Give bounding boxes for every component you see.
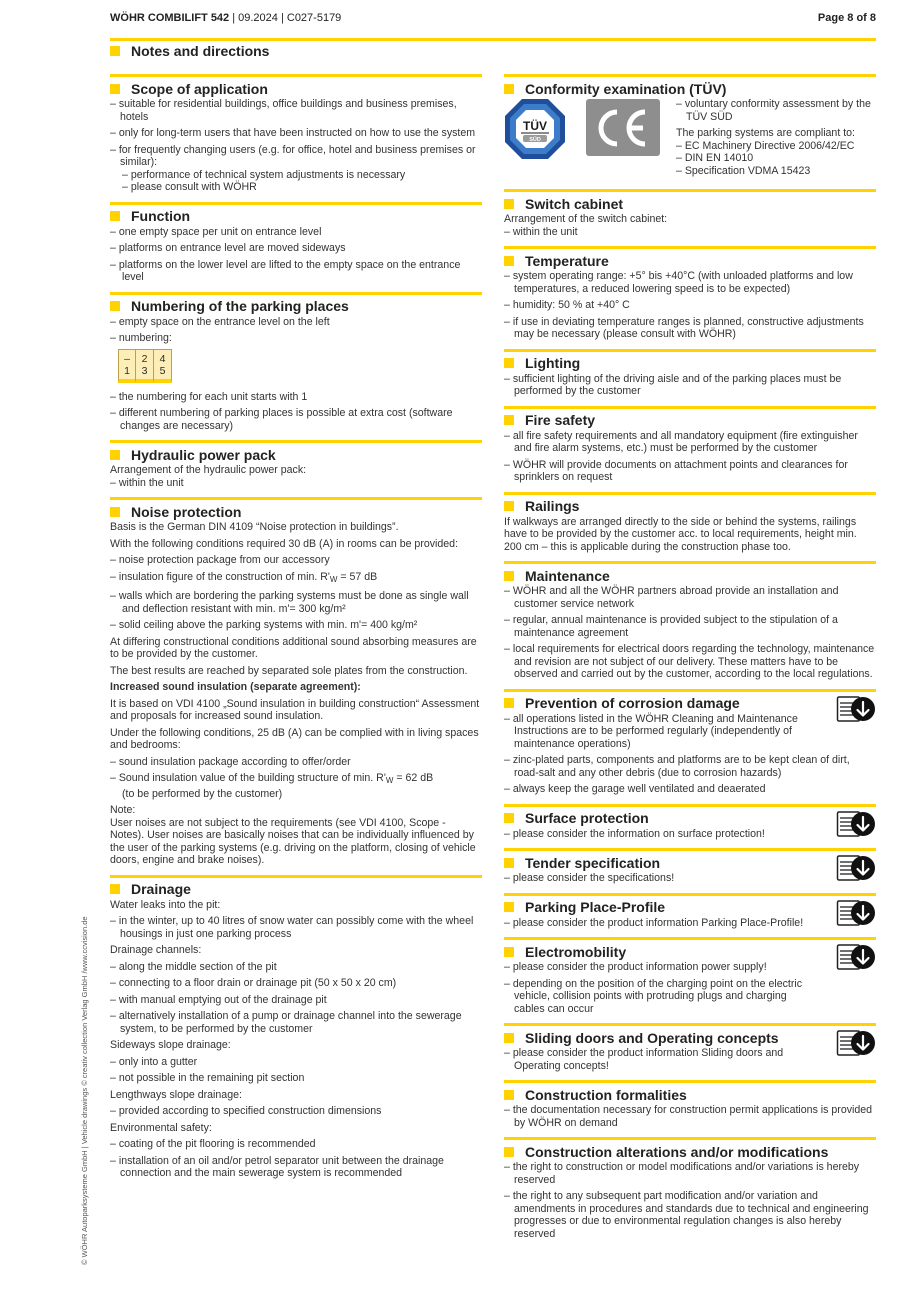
yellow-square-icon [504, 199, 514, 209]
note-label: Note: [110, 804, 136, 816]
list-item: – installation of an oil and/or petrol separator unit between the drainage connection and the main sewerage system is recommended [110, 1154, 444, 1179]
list-item: – regular, annual maintenance is provided subject to the stipulation of a maintenance agreement [504, 614, 838, 639]
right-column [504, 74, 876, 1248]
document-download-icon[interactable] [836, 695, 876, 725]
list-item: – the numbering for each unit starts with 1 [110, 390, 308, 403]
yellow-square-icon [110, 46, 120, 56]
paragraph: With the following conditions required 30 dB (A) in rooms can be provided: [110, 537, 459, 550]
paragraph: The best results are reached by separated sole plates from the construction. [110, 664, 468, 677]
paragraph: – within the unit [110, 476, 184, 489]
paragraph: Under the following conditions, 25 dB (A) can be complied with in living spaces and bedrooms: [110, 726, 479, 751]
document-download-icon[interactable] [836, 854, 876, 884]
yellow-square-icon [110, 507, 120, 517]
list-item: – sound insulation package according to offer/order [110, 755, 351, 768]
list-item: – please consider the specifications! [504, 872, 675, 884]
list-item: – walls which are bordering the parking systems must be done as single wall and deflection resistant with min. m'= 300 kg/m² [110, 590, 469, 615]
group-label: Environmental safety: [110, 1121, 212, 1134]
list-item: – Sound insulation value of the building structure of min. $R'_W = 62$ dB [110, 772, 434, 785]
list-item: – please consider the information on surface protection! [504, 827, 765, 840]
list-item: – solid ceiling above the parking systems with min. m'= 400 kg/m² [110, 619, 418, 631]
list-item: – noise protection package from our accessory [110, 554, 330, 566]
list-item: – voluntary conformity assessment by the TÜV SÜD [676, 98, 871, 123]
section-title: Railings [525, 498, 580, 514]
list-item: – only into a gutter [110, 1055, 198, 1068]
section-title: Tender specification [525, 854, 661, 871]
list-item: – not possible in the remaining pit section [110, 1072, 305, 1084]
list-item: – zinc-plated parts, components and platforms are to be kept clean of dirt, road-salt and any other debris (due to corrosion hazards) [504, 754, 850, 779]
paragraph: Arrangement of the switch cabinet: [504, 213, 668, 225]
group-label: Water leaks into the pit: [110, 898, 221, 911]
section-temperature [504, 246, 876, 341]
section-drainage [110, 875, 482, 1180]
list-item: – depending on the position of the charging point on the electric vehicle, collision points with protruding plugs and charging cables can occur [504, 977, 803, 1015]
section-title: Prevention of corrosion damage [525, 695, 740, 711]
paragraph: At differing constructional conditions additional sound absorbing measures are to be provided by the customer. [110, 635, 477, 660]
section-tender-specification [504, 848, 876, 885]
parking-unit-3: 4 5 [154, 349, 172, 383]
list-item: – system operating range: +5° bis +40°C (with unloaded platforms and low temperatures, a reduced lowering speed is to be expected) [504, 270, 853, 295]
list-item: – coating of the pit flooring is recommended [110, 1138, 316, 1150]
group-label: Lengthways slope drainage: [110, 1088, 242, 1101]
yellow-square-icon [504, 858, 514, 868]
yellow-square-icon [504, 902, 514, 912]
section-electromobility [504, 937, 876, 1015]
header-divider [110, 38, 876, 41]
yellow-square-icon [110, 301, 120, 311]
yellow-square-icon [504, 947, 514, 957]
left-column [110, 74, 482, 1188]
list-item: – provided according to specified construction dimensions [110, 1105, 382, 1117]
section-railings [504, 492, 876, 554]
list-item: – in the winter, up to 40 litres of snow water can possibly come with the wheel housings in just one parking process [110, 915, 474, 940]
tuv-sud-logo-icon [504, 98, 566, 160]
list-item: – the documentation necessary for construction permit applications is provided by WÖHR on demand [504, 1104, 873, 1129]
svg-text:SÜD: SÜD [529, 137, 541, 143]
section-hydraulic [110, 440, 482, 489]
list-item: – along the middle section of the pit [110, 960, 277, 973]
section-conformity [504, 74, 876, 181]
ce-mark-icon [593, 108, 653, 148]
list-item: – for frequently changing users (e.g. for office, hotel and business premises or similar): [110, 143, 476, 168]
document-download-icon[interactable] [836, 899, 876, 929]
paragraph: The parking systems are compliant to: [676, 127, 855, 139]
list-item: – all operations listed in the WÖHR Cleaning and Maintenance Instructions are to be performed regularly (independently of maintenance operations) [504, 712, 798, 750]
list-item: – EC Machinery Directive 2006/42/EC [676, 139, 855, 152]
page-title [110, 42, 269, 60]
list-item: – only for long-term users that have been instructed on how to use the system [110, 127, 476, 139]
section-title: Temperature [525, 252, 609, 269]
section-title: Lighting [525, 355, 581, 371]
list-item-continuation: (to be performed by the customer) [122, 787, 283, 800]
list-item: – WÖHR will provide documents on attachment points and clearances for sprinklers on request [504, 458, 848, 483]
section-sliding-doors [504, 1023, 876, 1072]
section-title: Construction formalities [525, 1086, 687, 1103]
document-download-icon[interactable] [836, 1029, 876, 1059]
list-item: – humidity: 50 % at +40° C [504, 299, 630, 311]
section-parking-place-profile [504, 893, 876, 930]
yellow-square-icon [110, 211, 120, 221]
list-subitem: – please consult with WÖHR [122, 181, 257, 193]
section-switch-cabinet [504, 189, 876, 238]
document-download-icon[interactable] [836, 810, 876, 840]
list-item: – sufficient lighting of the driving aisle and of the parking places must be performed by the customer [504, 372, 842, 397]
section-title: Surface protection [525, 810, 649, 826]
section-title: Construction alterations and/or modifications [525, 1143, 829, 1160]
document-header [110, 12, 876, 28]
section-title: Noise protection [131, 503, 242, 520]
yellow-square-icon [504, 1090, 514, 1100]
section-construction-alterations [504, 1137, 876, 1240]
document-title: WÖHR COMBILIFT 542 [110, 12, 230, 24]
page-title-text: Notes and directions [131, 43, 270, 59]
yellow-square-icon [504, 571, 514, 581]
page-number: Page 8 of 8 [817, 12, 876, 24]
section-lighting [504, 349, 876, 398]
yellow-square-icon [110, 884, 120, 894]
section-scope [110, 74, 482, 194]
parking-unit-2: 2 3 [136, 349, 154, 383]
section-construction-formalities [504, 1080, 876, 1129]
section-corrosion [504, 689, 876, 796]
list-item: – local requirements for electrical doors regarding the technology, maintenance and revision are not subject of our delivery. These matters have to be observed and carried out by the customer, according to the local regulations. [504, 643, 875, 680]
subheading: Increased sound insulation (separate agreement): [110, 681, 361, 693]
section-noise [110, 497, 482, 867]
yellow-square-icon [504, 256, 514, 266]
list-item: – with manual emptying out of the drainage pit [110, 993, 327, 1006]
section-title: Numbering of the parking places [131, 298, 349, 314]
yellow-square-icon [110, 450, 120, 460]
yellow-square-icon [504, 415, 514, 425]
list-subitem: – performance of technical system adjustments is necessary [122, 168, 406, 181]
yellow-square-icon [504, 698, 514, 708]
svg-text:TÜV: TÜV [523, 119, 547, 133]
numbering-diagram [118, 349, 482, 383]
note-text: User noises are not subject to the requirements (see VDI 4100, Scope - Notes). User noises are basically noises that can be individually influenced by the user of the parking systems (e.g. driving on the platform, closing of vehicle doors, engine and brake noises). [110, 816, 476, 866]
section-function [110, 202, 482, 284]
list-item: – platforms on the lower level are lifted to the empty space on the entrance level [110, 258, 461, 283]
copyright-note: © WÖHR Autoparksysteme GmbH | Vehicle drawings © creativ collection Verlag GmbH /www.ccvision.de [80, 916, 89, 1265]
list-item: – DIN EN 14010 [676, 152, 754, 164]
paragraph: If walkways are arranged directly to the side or behind the systems, railings have to be provided by the customer acc. to local requirements, height min. 200 cm – this is applicable during the construction phase too. [504, 515, 857, 553]
yellow-square-icon [504, 1147, 514, 1157]
yellow-square-icon [504, 1033, 514, 1043]
list-item: – all fire safety requirements and all mandatory equipment (fire extinguisher and fire alarm systems, etc.) must be performed by the customer [504, 429, 858, 454]
section-title: Hydraulic power pack [131, 446, 276, 463]
paragraph: It is based on VDI 4100 „Sound insulation in building construction“ Assessment and proposals for increased sound insulation. [110, 697, 480, 722]
section-title: Function [131, 208, 191, 224]
list-item: – please consider the product information Parking Place-Profile! [504, 916, 804, 929]
document-download-icon[interactable] [836, 943, 876, 973]
yellow-square-icon [504, 358, 514, 368]
paragraph: – within the unit [504, 225, 578, 238]
section-fire-safety [504, 406, 876, 484]
list-item: – alternatively installation of a pump or drainage channel into the sewerage system, to be performed by the customer [110, 1010, 462, 1035]
yellow-square-icon [504, 501, 514, 511]
list-item: – empty space on the entrance level on the left [110, 315, 330, 328]
list-item: – the right to any subsequent part modification and/or variation and amendments in procedures and standards due to technical and engineering progresses or due to environmental regulation changes is also hereby reserved [504, 1190, 869, 1240]
group-label: Sideways slope drainage: [110, 1039, 231, 1051]
yellow-square-icon [504, 813, 514, 823]
parking-unit-1: – 1 [118, 349, 136, 383]
ce-mark-logo [586, 99, 660, 156]
section-numbering [110, 292, 482, 433]
list-item: – suitable for residential buildings, office buildings and business premises, hotels [110, 98, 457, 123]
list-item: – please consider the product information power supply! [504, 961, 767, 973]
paragraph: Basis is the German DIN 4109 “Noise protection in buildings”. [110, 521, 399, 533]
document-meta: | 09.2024 | C027-5179 [229, 12, 342, 24]
paragraph: Arrangement of the hydraulic power pack: [110, 464, 307, 476]
list-item: – numbering: [110, 332, 172, 344]
section-title: Fire safety [525, 412, 596, 428]
list-item: – Specification VDMA 15423 [676, 164, 811, 177]
section-maintenance [504, 561, 876, 681]
list-item: – if use in deviating temperature ranges is planned, constructive adjustments may be necessary (please consult with WÖHR) [504, 315, 864, 340]
list-item: – the right to construction or model modifications and/or variations is hereby reserved [504, 1161, 860, 1186]
section-title: Switch cabinet [525, 195, 624, 212]
list-item: – please consider the product information Sliding doors and Operating concepts! [504, 1047, 784, 1072]
section-title: Parking Place-Profile [525, 899, 666, 915]
group-label: Drainage channels: [110, 944, 202, 956]
section-title: Sliding doors and Operating concepts [525, 1029, 779, 1046]
list-item: – insulation figure of the construction of min. $R'_W = 57$ dB [110, 570, 378, 584]
list-item: – different numbering of parking places is possible at extra cost (software changes are necessary) [110, 407, 453, 432]
list-item: – always keep the garage well ventilated and deaerated [504, 783, 766, 795]
list-item: – connecting to a floor drain or drainage pit (50 x 50 x 20 cm) [110, 977, 397, 989]
section-title: Maintenance [525, 567, 610, 584]
section-surface-protection [504, 804, 876, 841]
section-title: Conformity examination (TÜV) [525, 80, 727, 97]
list-item: – WÖHR and all the WÖHR partners abroad provide an installation and customer service network [504, 585, 839, 610]
list-item: – platforms on entrance level are moved sideways [110, 242, 346, 254]
list-item: – one empty space per unit on entrance level [110, 225, 322, 238]
section-title: Electromobility [525, 943, 627, 960]
yellow-square-icon [504, 84, 514, 94]
section-title: Drainage [131, 881, 191, 897]
section-title: Scope of application [131, 80, 268, 97]
yellow-square-icon [110, 84, 120, 94]
